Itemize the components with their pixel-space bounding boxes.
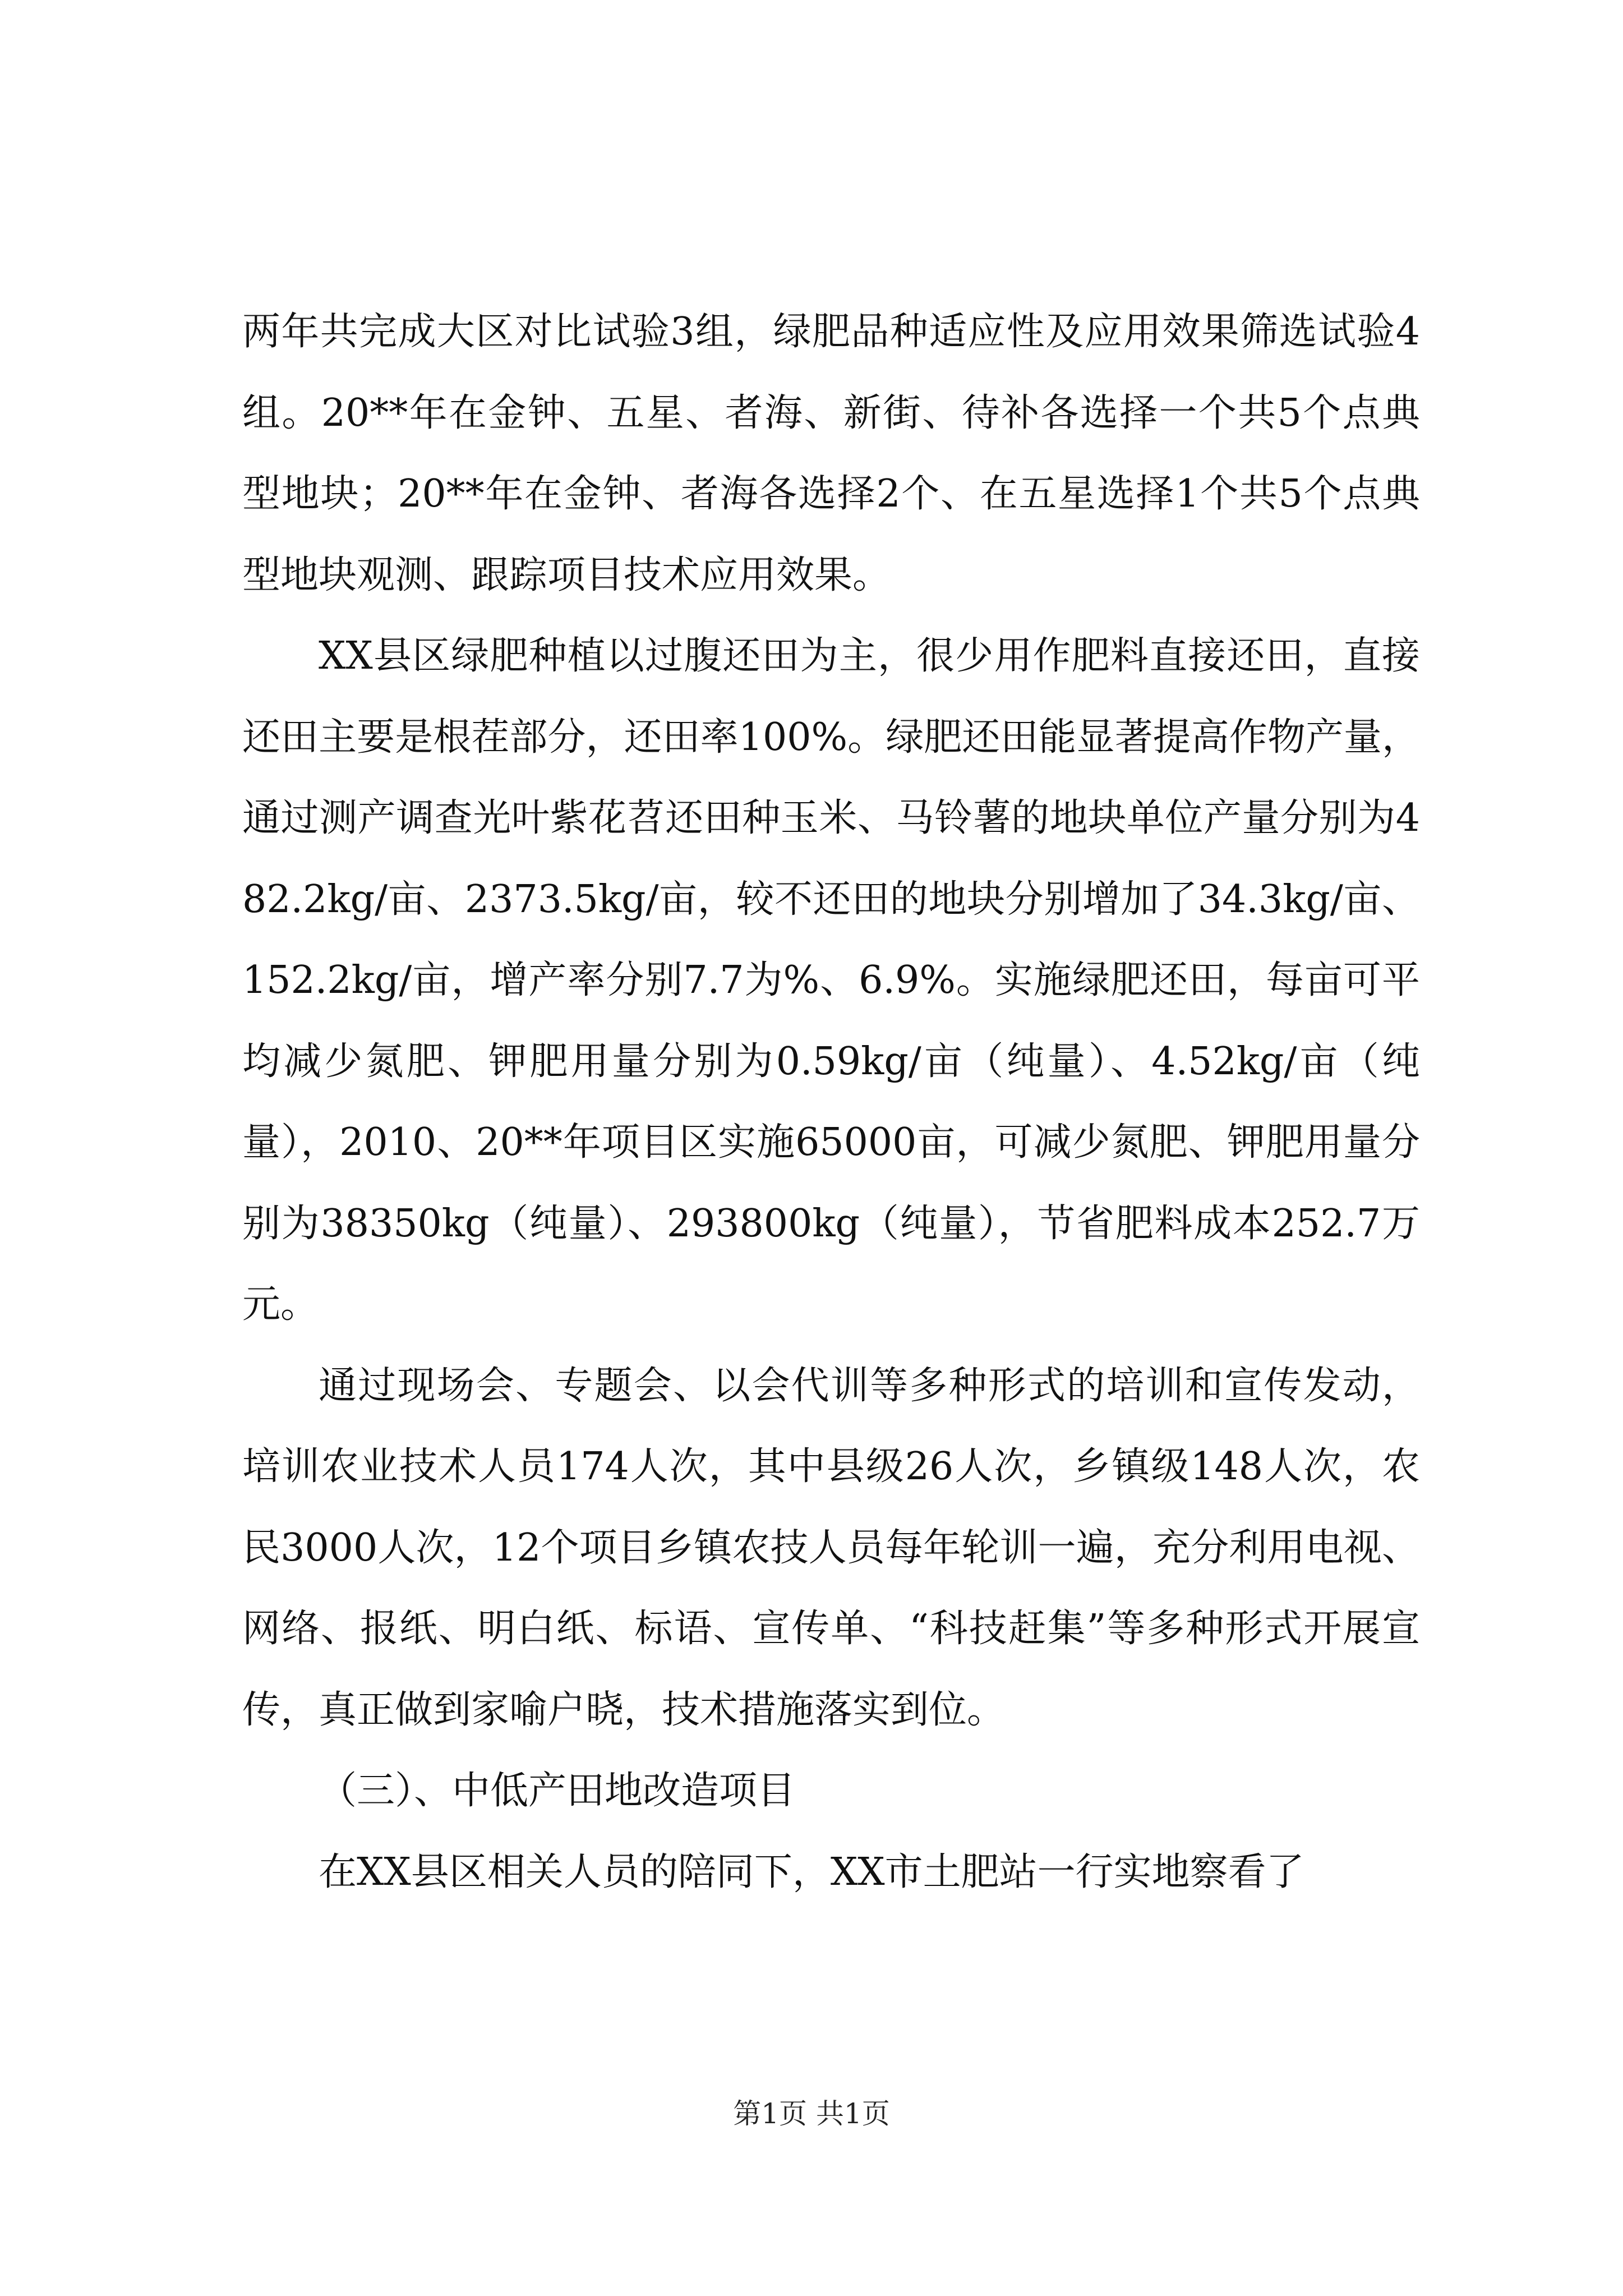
paragraph-site-visit: 在XX县区相关人员的陪同下，XX市土肥站一行实地察看了 [319, 1849, 1304, 1894]
paragraph-trial-summary: 两年共完成大区对比试验3组，绿肥品种适应性及应用效果筛选试验4组。20**年在金钟、五星、者海、新街、待补各选择一个共5个点典型地块；20**年在金钟、者海各选择2个、在五星选择1个共5个点典型地块观测、跟踪项目技术应用效果。 [242, 310, 1420, 597]
paragraph-green-manure-results: XX县区绿肥种植以过腹还田为主，很少用作肥料直接还田，直接还田主要是根茬部分，还田率100%。绿肥还田能显著提高作物产量，通过测产调查光叶紫花苕还田种玉米、马铃薯的地块单位产量分别为482.2kg/亩、2373.5kg/亩，较不还田的地块分别增加了34.3kg/亩、152.2kg/亩，增产率分别7.7为%、6.9%。实施绿肥还田，每亩可平均减少氮肥、钾肥用量分别为0.59kg/亩（纯量）、4.52kg/亩（纯量），2010、20**年项目区实施65000亩，可减少氮肥、钾肥用量分别为38350kg（纯量）、293800kg（纯量），节省肥料成本252.7万元。 [242, 634, 1420, 1327]
document-body [242, 292, 1420, 1913]
section-heading: （三）、中低产田地改造项目 [319, 1769, 796, 1813]
paragraph-training-publicity: 通过现场会、专题会、以会代训等多种形式的培训和宣传发动，培训农业技术人员174人次，其中县级26人次，乡镇级148人次，农民3000人次，12个项目乡镇农技人员每年轮训一遍，充分利用电视、网络、报纸、明白纸、标语、宣传单、“科技赶集”等多种形式开展宣传，真正做到家喻户晓，技术措施落实到位。 [242, 1363, 1420, 1732]
page-footer: 第1页 共1页 [733, 2097, 890, 2130]
